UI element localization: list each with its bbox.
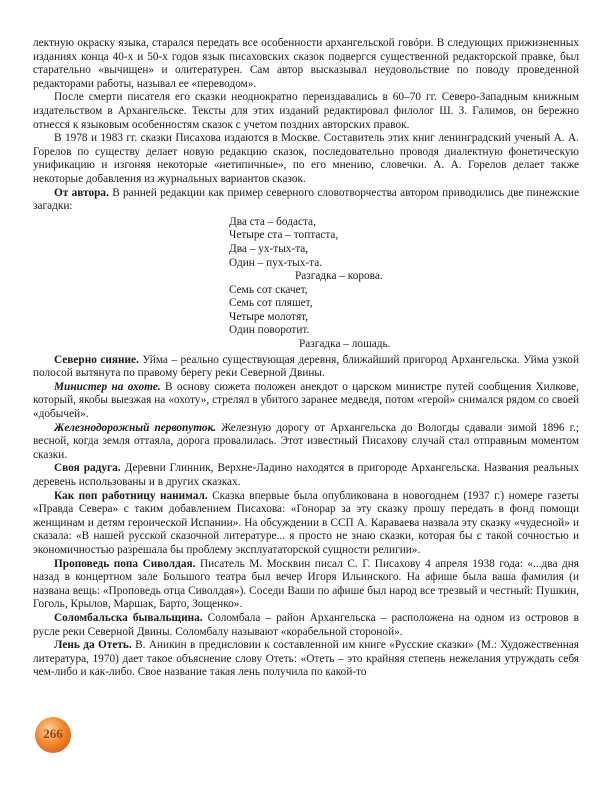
riddle-line: Один – пух-тых-та. (229, 256, 323, 269)
riddle-line: Один поворотит. (229, 324, 310, 337)
page-number: 266 (43, 726, 63, 741)
note-heading: Лень да Отеть. (54, 639, 132, 652)
note-heading: Министер на охоте. (54, 380, 161, 393)
riddle-answer: Разгадка – корова. (295, 270, 383, 283)
note-pop-rabotnica (33, 490, 579, 558)
riddle-line: Семь сот пляшет, (229, 297, 313, 310)
note-text: В. Аникин в предисловии к составленной им книге «Русские сказки» (М.: Художественная литература, 1970) дает такое объяснение слову Отеть: «Отеть – это крайняя степень нежелания утруждать себя чем-либо и как-либо. Свое название такая лень получила по какой-то (33, 639, 580, 679)
note-text: Сказка впервые была опубликована в новогоднем (1937 г.) номере газеты «Правда Севера» с таким добавлением Писахова: «Гонорар за эту сказку прошу передать в фонд помощи женщинам и детям героической Испании». На обсуждении в ССП А. Караваева назвала эту сказку «чудесной» и сказала: «В нашей русской сказочной литературе... я просто не знаю сказки, которая бы с такой сочностью и экономичностью разрешала бы проблему эксплуататорской сущности религии». (33, 489, 580, 556)
note-heading: Своя радуга. (54, 462, 121, 475)
note-minister (33, 381, 579, 422)
note-text: В ранней редакции как пример северного словотворчества автором приводились две пинежские загадки: (33, 186, 579, 213)
note-heading: Как поп работницу нанимал. (54, 489, 208, 502)
riddle-line: Два – ух-тых-та, (229, 242, 309, 255)
riddle-line: Семь сот скачет, (229, 283, 308, 296)
riddle-1 (33, 216, 579, 352)
note-severno-siyanie (33, 354, 579, 381)
page-body (33, 37, 579, 680)
note-heading: Северно сияние. (54, 353, 139, 366)
paragraph-moscow: В 1978 и 1983 гг. сказки Писахова издаются в Москве. Составитель этих книг ленинградский ученый А. А. Горелов по существу делает новую редакцию сказок, последовательно проводя диалектную фонетическую унификацию и изгоняя некоторые «нетипичные», по его мнению, словечки. А. А. Горелов делает также некоторые добавления из журнальных вариантов сказок. (33, 132, 579, 185)
note-heading: Соломбальска бывальщина. (54, 611, 203, 624)
note-text: Железную дорогу от Архангельска до Вологды сдавали зимой 1896 г.; весной, когда земля оттаяла, дорога провалилась. Этот известный Писахову случай стал отправным моментом сказки. (33, 421, 579, 461)
riddle-line: Четыре молотят, (229, 310, 309, 323)
note-text: Соломбала – район Архангельска – расположена на одном из островов в русле реки Северной Двины. Соломбалу называют «корабельной стороной». (33, 611, 579, 638)
note-text: Деревни Глинник, Верхне-Ладино находятся в пригороде Архангельска. Названия реальных деревень использованы и в других сказках. (33, 462, 580, 488)
note-raduga (33, 462, 579, 489)
note-solombala (33, 612, 579, 639)
note-text: Уйма – реально существующая деревня, ближайший пригород Архангельска. Уйма узкой полосой вытянута по правому берегу реки Северной Двины. (33, 353, 579, 380)
note-pervoputok (33, 422, 579, 463)
riddle-line: Четыре ста – топтаста, (229, 229, 339, 242)
note-ot-avtora (33, 187, 579, 214)
note-heading: Проповедь попа Сиволдая. (54, 557, 196, 570)
paragraph-intro: лектную окраску языка, старался передать все особенности архангельской говóри. В следующих прижизненных изданиях конца 40-х и 50-х годов язык писаховских сказок подвергся существенной редакторской правке, был старательно «вычищен» и олитературен. Сам автор высказывал неудовольствие по поводу проведенной редакторами работы, называл ее «переводом». (33, 37, 579, 90)
note-heading: Железнодорожный первопуток. (54, 421, 217, 434)
note-len-da-otet (33, 639, 579, 680)
note-heading: От автора. (54, 186, 109, 199)
note-text: В основу сюжета положен анекдот о царском министре путей сообщения Хилкове, который, якобы выезжая на «охоту», стрелял в убитого заранее медведя, потом «герой» снимался рядом со своей «добычей». (33, 380, 579, 421)
riddle-answer: Разгадка – лошадь. (299, 338, 391, 351)
note-propoved (33, 558, 579, 612)
page-number-badge (33, 715, 73, 755)
riddle-line: Два ста – бодаста, (229, 215, 316, 228)
note-text: Писатель М. Москвин писал С. Г. Писахову 4 апреля 1938 года: «...два дня назад в концертном зале Большого театра был вечер Игоря Ильинского. На афише была ваша фамилия (и названа вещь: «Проповедь отца Сиволдая»). Соседи Ваши по афише был народ все трезвый и честный: Пушкин, Гоголь, Крылов, Маршак, Барто, Зощенко». (33, 557, 580, 611)
paragraph-posthumous: После смерти писателя его сказки неоднократно переиздавались в 60–70 гг. Северо-Западным книжным издательством в Архангельске. Тексты для этих изданий редактировал филолог Ш. З. Галимов, он бережно отнесся к языковым особенностям сказок с учетом поздних авторских правок. (33, 91, 579, 131)
